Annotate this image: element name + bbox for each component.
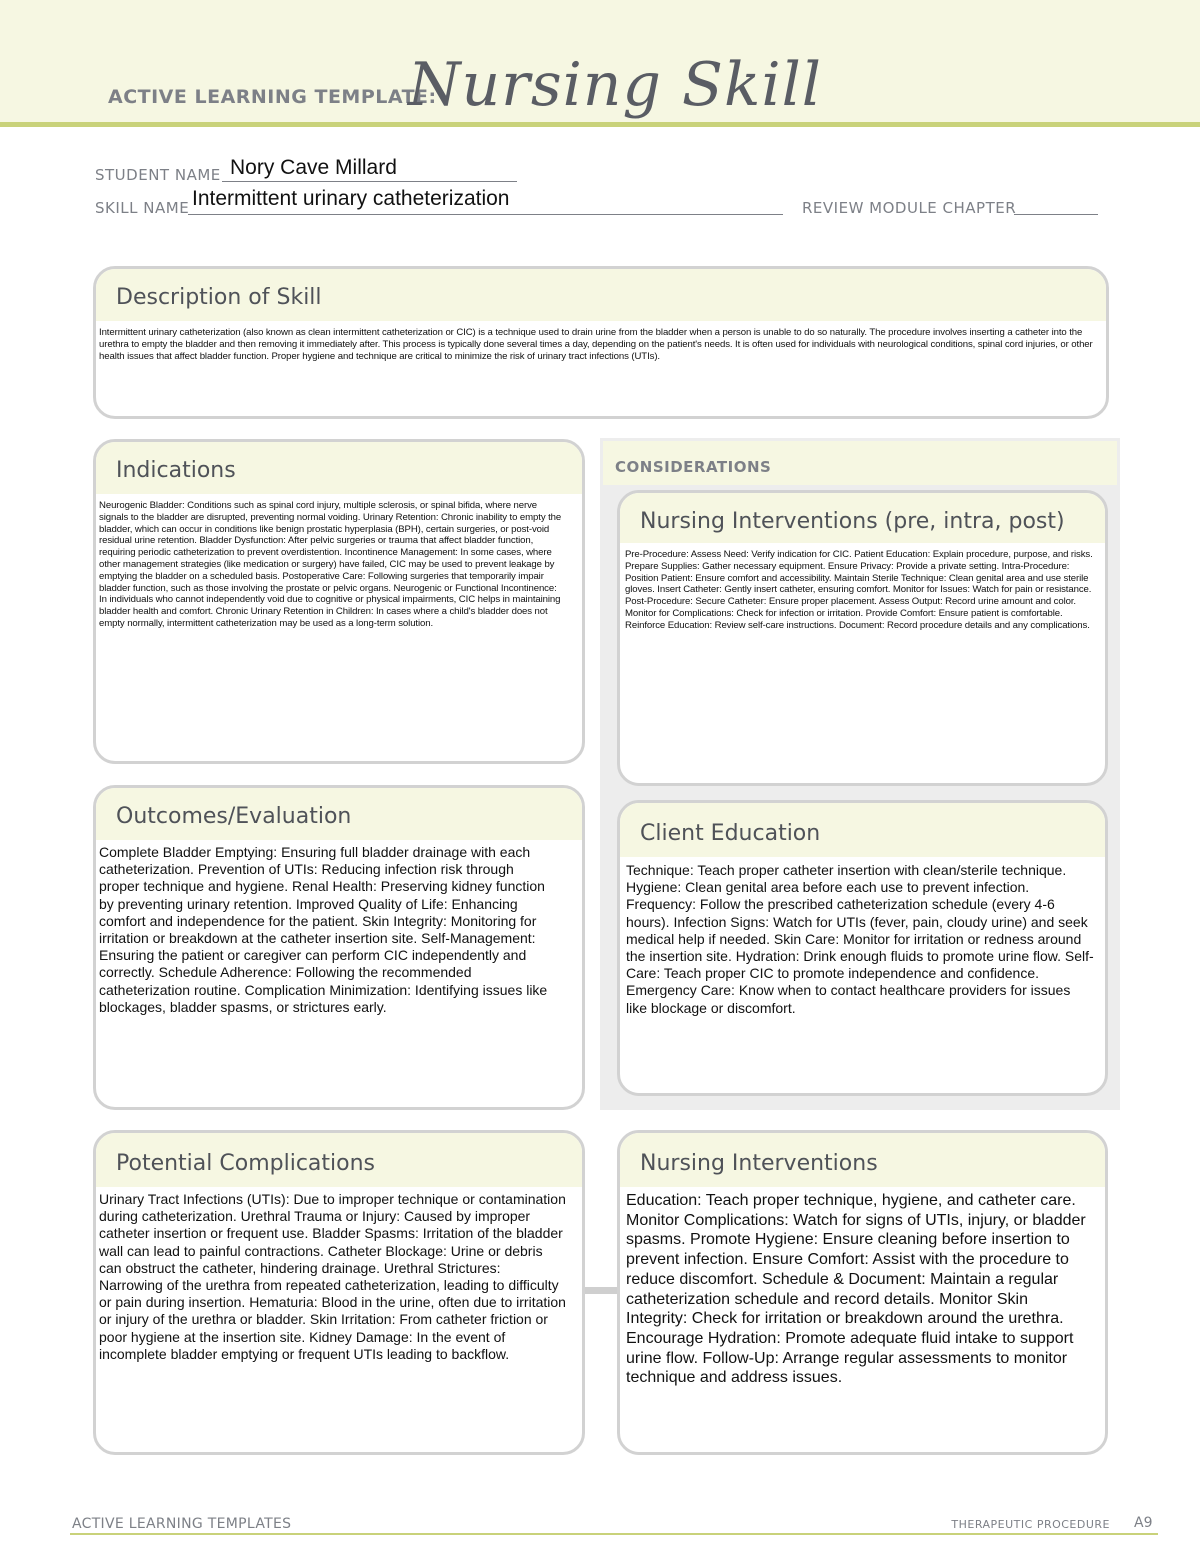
- student-name-field[interactable]: Nory Cave Millard: [230, 156, 397, 179]
- skill-name-label: SKILL NAME: [95, 199, 190, 217]
- outcomes-text: Complete Bladder Emptying: Ensuring full bladder drainage with each catheterization. Prevention of UTIs: Reducing infection risk through proper technique and hygiene. Renal Health: Preserving kidney function by preventing urinary retention. Improved Quality of Life: Enhancing comfort and independence for the patient. Skin Integrity: Monitoring for irritation or breakdown at the catheter insertion site. Self-Management: Ensuring the patient or caregiver can perform CIC independently and correctly. Schedule Adherence: Following the recommended catheterization routine. Complication Minimization: Identifying issues like blockages, bladder spasms, or strictures early.: [99, 844, 548, 1015]
- nursing-interventions-title: Nursing Interventions: [620, 1133, 1105, 1187]
- header-rule: [0, 122, 1200, 127]
- client-education-title: Client Education: [620, 803, 1105, 857]
- potential-complications-title: Potential Complications: [96, 1133, 582, 1187]
- nursing-interventions-panel: [617, 1130, 1108, 1455]
- potential-complications-text: Urinary Tract Infections (UTIs): Due to improper technique or contamination during catheterization. Urethral Trauma or Injury: Caused by improper catheter insertion or frequent use. Bladder Spasms: Irritation of the bladder wall can lead to painful contractions. Catheter Blockage: Urine or debris can obstruct the catheter, hindering drainage. Urethral Strictures: Narrowing of the urethra from repeated catheterization, leading to difficulty or pain during insertion. Hematuria: Blood in the urine, often due to irritation or injury of the urethra or bladder. Skin Irritation: From catheter friction or poor hygiene at the insertion site. Kidney Damage: In the event of incomplete bladder emptying or frequent UTIs leading to backflow.: [99, 1191, 566, 1362]
- outcomes-title: Outcomes/Evaluation: [96, 788, 582, 840]
- client-education-text: Technique: Teach proper catheter insertion with clean/sterile technique. Hygiene: Clean genital area before each use to prevent infection. Frequency: Follow the prescribed catheterization schedule (every 4-6 hours). Infection Signs: Watch for UTIs (fever, pain, cloudy urine) and seek medical help if needed. Skin Care: Monitor for irritation or redness around the insertion site. Hydration: Drink enough fluids to promote urine flow. Self-Care: Teach proper CIC to promote independence and confidence. Emergency Care: Know when to contact healthcare providers for issues like blockage or discomfort.: [626, 862, 1094, 1016]
- footer-rule: [70, 1533, 1158, 1535]
- nursing-interventions-pip-panel: [617, 490, 1108, 786]
- indications-title: Indications: [96, 442, 582, 494]
- description-text: Intermittent urinary catheterization (also known as clean intermittent catheterization or CIC) is a technique used to drain urine from the bladder when a person is unable to do so naturally. The procedure involves inserting a catheter into the urethra to empty the bladder and then removing it immediately after. This process is typically done several times a day, depending on the patient's needs. It is often used for individuals with neurological conditions, spinal cord injuries, or other health issues that affect bladder function. Proper hygiene and technique are critical to minimize the risk of urinary tract infections (UTIs).: [99, 327, 1093, 362]
- review-module-label: REVIEW MODULE CHAPTER: [802, 199, 1017, 217]
- outcomes-panel: [93, 785, 585, 1110]
- nursing-interventions-pip-text: Pre-Procedure: Assess Need: Verify indication for CIC. Patient Education: Explain procedure, purpose, and risks. Prepare Supplies: Gather necessary equipment. Ensure Privacy: Provide a private setting. Intra-Procedure: Position Patient: Ensure comfort and accessibility. Maintain Sterile Technique: Clean genital area and use sterile gloves. Insert Catheter: Gently insert catheter, ensuring comfort. Monitor for Issues: Watch for pain or resistance. Post-Procedure: Secure Catheter: Ensure proper placement. Assess Output: Record urine amount and color. Monitor for Complications: Check for infection or irritation. Provide Comfort: Ensure patient is comfortable. Reinforce Education: Review self-care instructions. Document: Record procedure details and any complications.: [625, 549, 1093, 631]
- footer-left: ACTIVE LEARNING TEMPLATES: [72, 1516, 292, 1532]
- indications-text: Neurogenic Bladder: Conditions such as spinal cord injury, multiple sclerosis, or spinal bifida, where nerve signals to the bladder are disrupted, preventing normal voiding. Urinary Retention: Chronic inability to empty the bladder, which can occur in conditions like benign prostatic hyperplasia (BPH), certain surgeries, or post-void residual urine retention. Bladder Dysfunction: After pelvic surgeries or trauma that affect bladder function, requiring periodic catheterization to prevent overdistention. Incontinence Management: In some cases, where other management strategies (like medication or surgery) have failed, CIC may be used to prevent leakage by emptying the bladder on a scheduled basis. Postoperative Care: Following surgeries that temporarily impair bladder function, such as those involving the prostate or pelvic organs. Neurogenic or Functional Incontinence: In individuals who cannot independently void due to cognitive or physical impairments, CIC helps in maintaining bladder health and comfort. Chronic Urinary Retention in Children: In cases where a child's bladder does not empty normally, intermittent catheterization may be used as a long-term solution.: [99, 500, 562, 629]
- indications-panel: [93, 439, 585, 764]
- nursing-interventions-pip-title: Nursing Interventions (pre, intra, post): [620, 493, 1105, 543]
- footer-right: THERAPEUTIC PROCEDURE: [951, 1518, 1110, 1531]
- template-label: ACTIVE LEARNING TEMPLATE:: [108, 86, 437, 108]
- description-panel: [93, 266, 1109, 419]
- page-number: A9: [1134, 1515, 1153, 1531]
- skill-name-line: [188, 214, 783, 215]
- nursing-interventions-text: Education: Teach proper technique, hygiene, and catheter care. Monitor Complications: Watch for signs of UTIs, injury, or bladder spasms. Promote Hygiene: Ensure cleaning before insertion to prevent infection. Ensure Comfort: Assist with the procedure to reduce discomfort. Schedule & Document: Maintain a regular catheterization schedule and record details. Monitor Skin Integrity: Check for irritation or breakdown around the urethra. Encourage Hydration: Promote adequate fluid intake to support urine flow. Follow-Up: Arrange regular assessments to monitor technique and address issues.: [626, 1192, 1086, 1387]
- panel-connector: [583, 1287, 621, 1294]
- template-title: Nursing Skill: [408, 50, 822, 120]
- student-name-line: [222, 181, 517, 182]
- review-module-line: [1014, 214, 1098, 215]
- client-education-panel: [617, 800, 1108, 1096]
- student-name-label: STUDENT NAME: [95, 166, 221, 184]
- considerations-title: CONSIDERATIONS: [615, 458, 772, 476]
- description-title: Description of Skill: [96, 269, 1106, 321]
- skill-name-field[interactable]: Intermittent urinary catheterization: [192, 187, 510, 210]
- potential-complications-panel: [93, 1130, 585, 1455]
